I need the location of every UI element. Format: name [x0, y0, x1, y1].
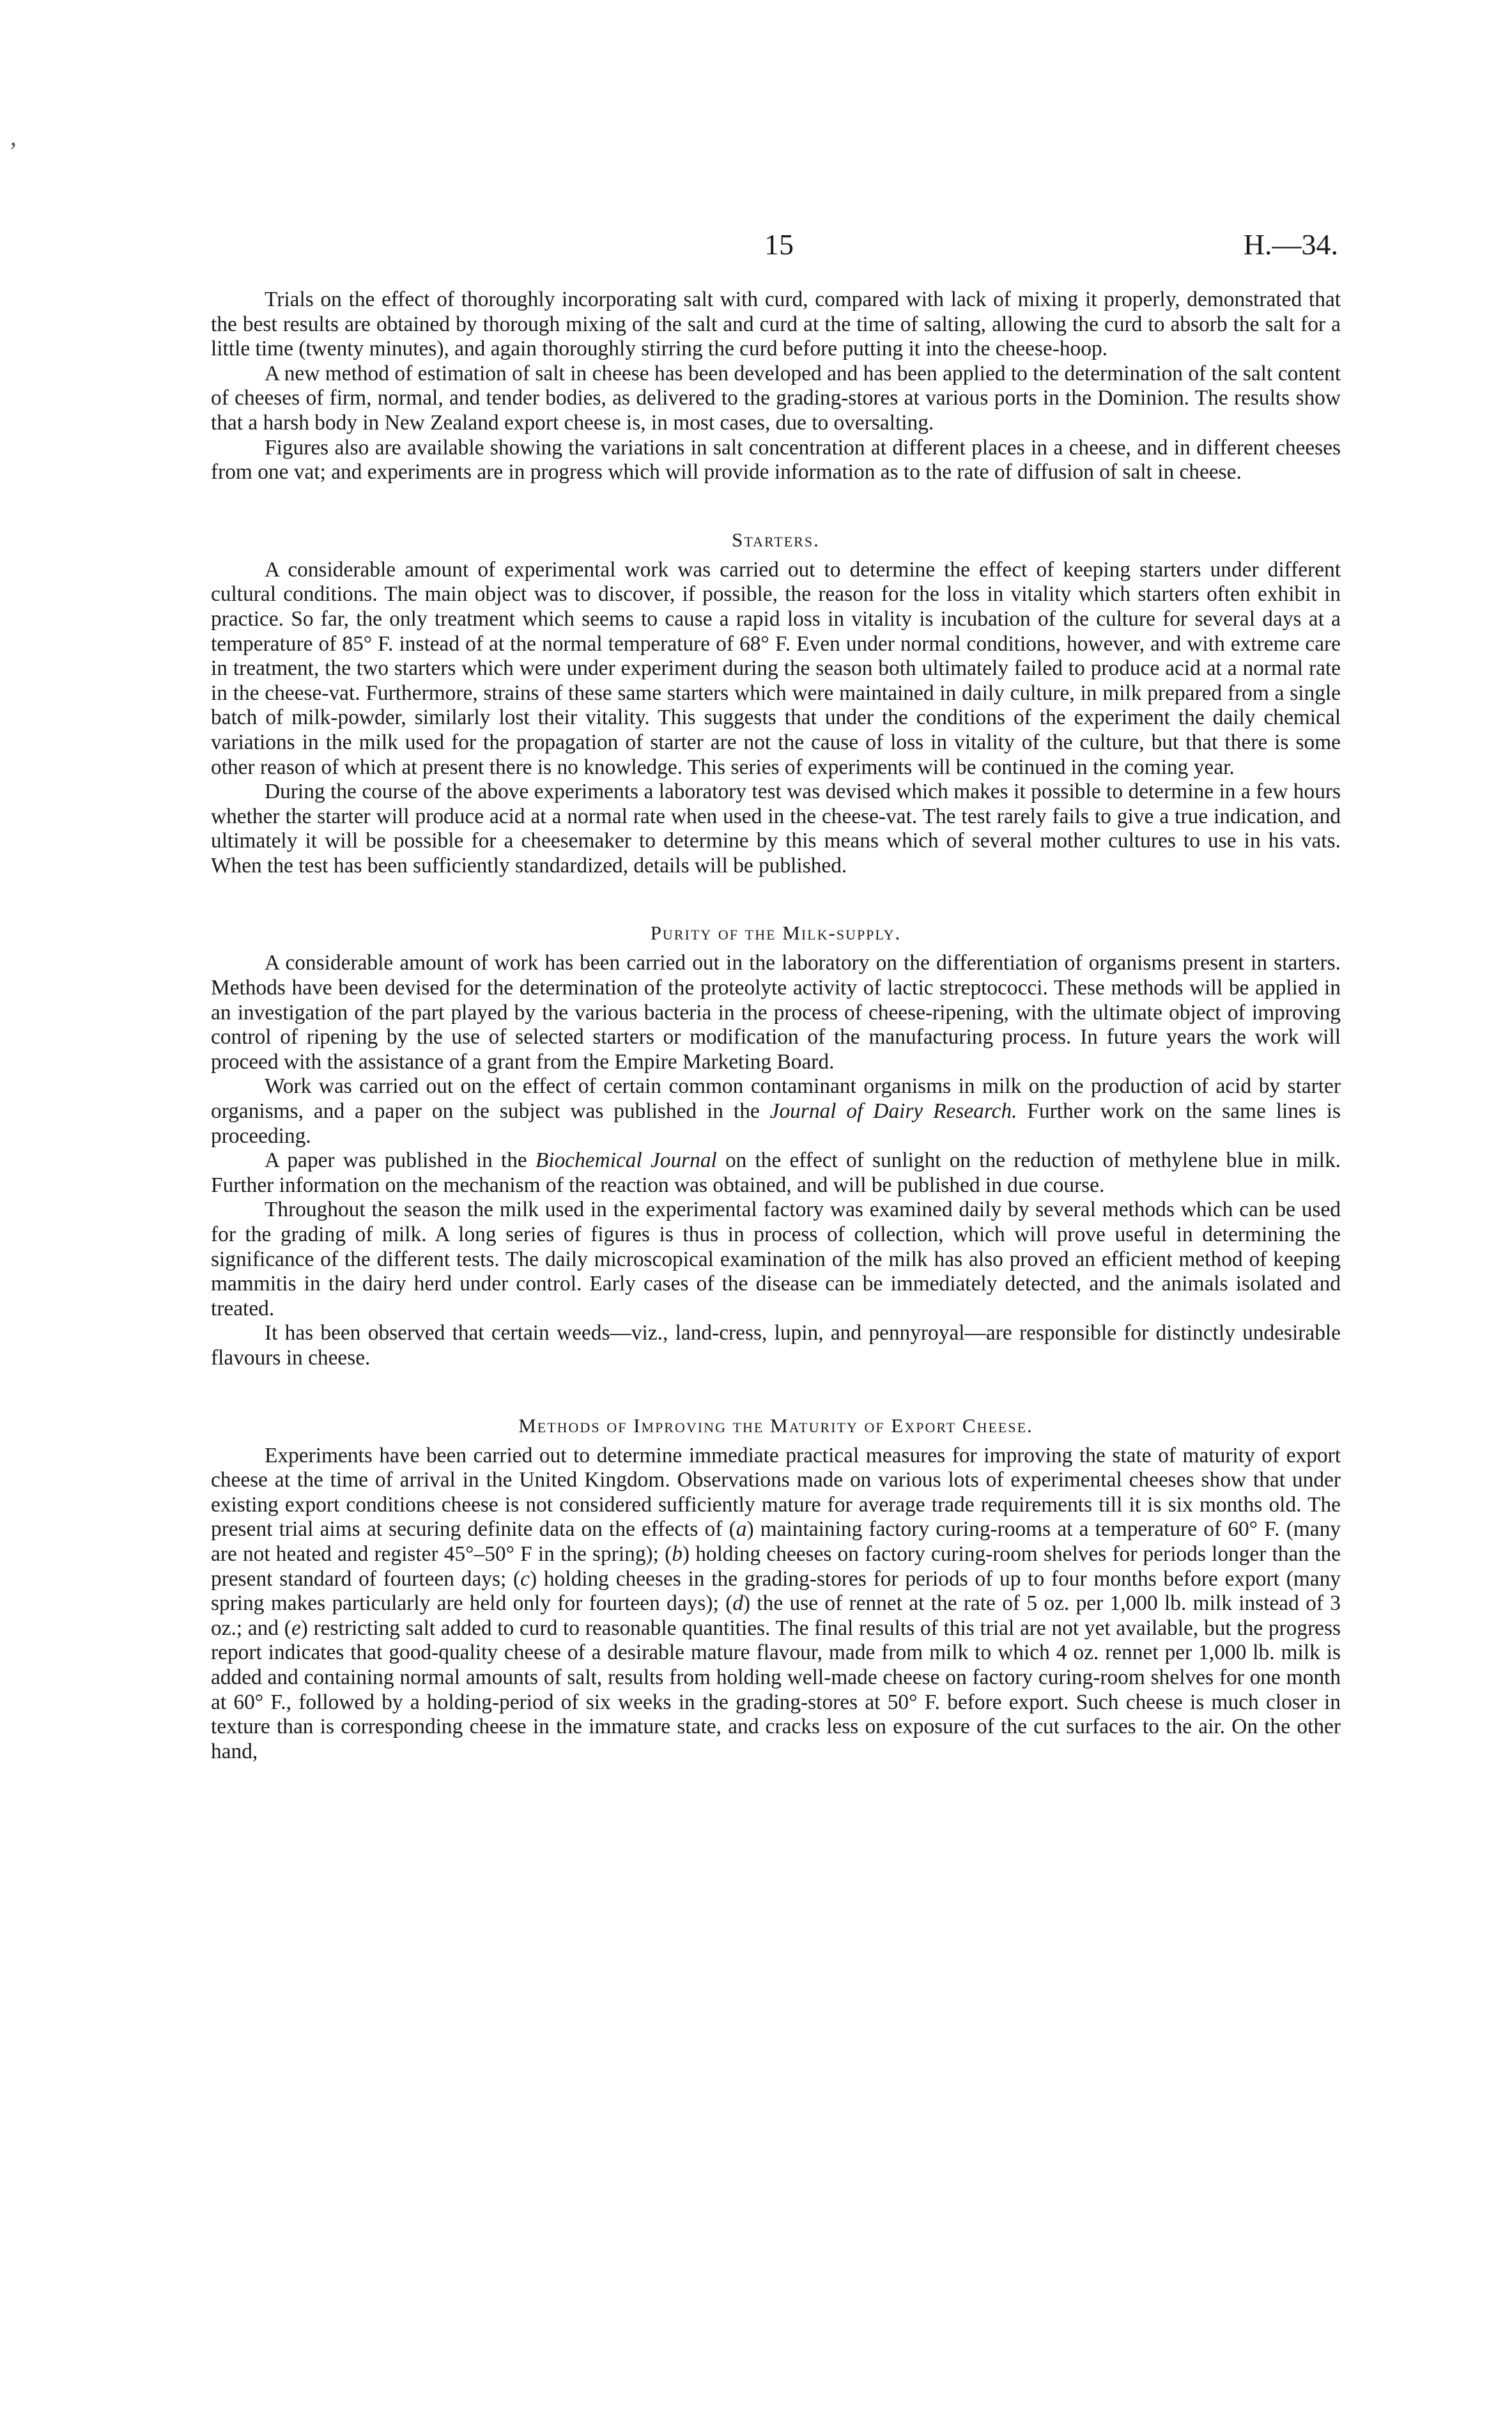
section-heading-starters: Starters.: [732, 528, 820, 551]
text-run: Experiments have been carried out to determine immediate practical measures for improving the state of maturity of export cheese at the time of arrival in the United Kingdom. Observations made on various lots of experimental cheeses show that under existing export conditions cheese is not considered sufficiently mature for average trade requirements till it is six months old. The present trial aims at securing definite data on the effects of (: [211, 1443, 1341, 1542]
journal-title: Biochemical Journal: [535, 1148, 717, 1173]
text-run: ) maintaining factory curing-rooms at a temperature of 60° F. (many are not heated and register 45°–50° F in the spring); (: [211, 1517, 1341, 1566]
text-run: ) restricting salt added to curd to reasonable quantities. The final results of this trial are not yet available, but the progress report indicates that good-quality cheese of a desirable mature flavour, made from milk to which 4 oz. rennet per 1,000 lb. milk is added and containing normal amounts of salt, results from holding well-made cheese on factory curing-room shelves for one month at 60° F., followed by a holding-period of six weeks in the grading-stores at 50° F. before export. Such cheese is much closer in texture than is corresponding cheese in the immature state, and cracks less on exposure of the cut surfaces to the air. On the other hand,: [211, 1616, 1341, 1763]
document-reference: H.—34.: [1243, 228, 1338, 261]
section-heading-maturity: Methods of Improving the Maturity of Export Cheese.: [518, 1414, 1033, 1437]
maturity-paragraph-1: [211, 1444, 1341, 1765]
text-run: ) the use of rennet at the rate of 5 oz. per 1,000 lb. milk instead of 3 oz.; and (: [211, 1591, 1341, 1640]
purity-paragraph-1: A considerable amount of work has been carried out in the laboratory on the differentiation of organisms present in starters. Methods have been devised for the determination of the proteolyte activity of lactic streptococci. These methods will be applied in an investigation of the part played by the various bacteria in the process of cheese-ripening, with the ultimate object of improving control of ripening by the use of selected starters or modification of the manufacturing process. In future years the work will proceed with the assistance of a grant from the Empire Marketing Board.: [211, 951, 1341, 1074]
text-run: ) holding cheeses on factory curing-room shelves for periods longer than the present standard of fourteen days; (: [211, 1542, 1341, 1591]
text-run: Work was carried out on the effect of certain common contaminant organisms in milk on the production of acid by starter organisms, and a paper on the subject was published in the: [211, 1074, 1341, 1124]
list-marker: c: [520, 1566, 530, 1591]
purity-paragraph-3: [211, 1148, 1341, 1198]
purity-paragraph-4: Throughout the season the milk used in the experimental factory was examined daily by several methods which can be used for the grading of milk. A long series of figures is thus in process of collection, which will prove useful in determining the significance of the different tests. The daily microscopical examination of the milk has also proved an efficient method of keeping mammitis in the dairy herd under control. Early cases of the disease can be immediately detected, and the animals isolated and treated.: [211, 1198, 1341, 1320]
purity-paragraph-5: It has been observed that certain weeds—viz., land-cress, lupin, and pennyroyal—are responsible for distinctly undesirable flavours in cheese.: [211, 1321, 1341, 1370]
salting-paragraph-2: A new method of estimation of salt in cheese has been developed and has been applied to the determination of the salt content of cheeses of firm, normal, and tender bodies, as delivered to the grading-stores at various ports in the Dominion. The results show that a harsh body in New Zealand export cheese is, in most cases, due to oversalting.: [211, 361, 1341, 435]
text-run: A paper was published in the: [265, 1148, 536, 1173]
list-marker: d: [732, 1591, 743, 1616]
list-marker: b: [672, 1542, 683, 1566]
starters-paragraph-1: A considerable amount of experimental work was carried out to determine the effect of keeping starters under different cultural conditions. The main object was to discover, if possible, the reason for the loss in vitality which starters often exhibit in practice. So far, the only treatment which seems to cause a rapid loss in vitality is incubation of the culture for several days at a temperature of 85° F. instead of at the normal temperature of 68° F. Even under normal conditions, however, and with extreme care in treatment, the two starters which were under experiment during the season both ultimately failed to produce acid at a normal rate in the cheese-vat. Furthermore, strains of these same starters which were maintained in daily culture, in milk prepared from a single batch of milk-powder, similarly lost their vitality. This suggests that under the conditions of the experiment the daily chemical variations in the milk used for the propagation of starter are not the cause of loss in vitality of the culture, but that there is some other reason of which at present there is no knowledge. This series of experiments will be continued in the coming year.: [211, 557, 1341, 779]
text-run: on the effect of sunlight on the reduction of methylene blue in milk. Further information on the mechanism of the reaction was obtained, and will be published in due course.: [211, 1148, 1341, 1197]
salting-paragraph-3: Figures also are available showing the variations in salt concentration at different places in a cheese, and in different cheeses from one vat; and experiments are in progress which will provide information as to the rate of diffusion of salt in cheese.: [211, 435, 1341, 484]
text-run: ) holding cheeses in the grading-stores for periods of up to four months before export (many spring makes particularly are held only for fourteen days); (: [211, 1566, 1341, 1616]
list-marker: e: [291, 1616, 301, 1640]
journal-title: Journal of Dairy Research.: [769, 1099, 1017, 1124]
body-text: [211, 288, 1341, 1764]
purity-paragraph-2: [211, 1074, 1341, 1148]
salting-paragraph-1: Trials on the effect of thoroughly incorporating salt with curd, compared with lack of mixing it properly, demonstrated that the best results are obtained by thorough mixing of the salt and curd at the time of salting, allowing the curd to absorb the salt for a little time (twenty minutes), and again thoroughly stirring the curd before putting it into the cheese-hoop.: [211, 288, 1341, 361]
text-run: Further work on the same lines is proceeding.: [211, 1099, 1341, 1148]
section-heading-purity: Purity of the Milk-supply.: [650, 922, 902, 945]
list-marker: a: [736, 1517, 747, 1542]
starters-paragraph-2: During the course of the above experiments a laboratory test was devised which makes it possible to determine in a few hours whether the starter will produce acid at a normal rate when used in the cheese-vat. The test rarely fails to give a true indication, and ultimately it will be possible for a cheesemaker to determine by this means which of several mother cultures to use in his vats. When the test has been sufficiently standardized, details will be published.: [211, 780, 1341, 878]
page-number: 15: [764, 228, 794, 261]
margin-mark: ‚: [9, 122, 18, 151]
